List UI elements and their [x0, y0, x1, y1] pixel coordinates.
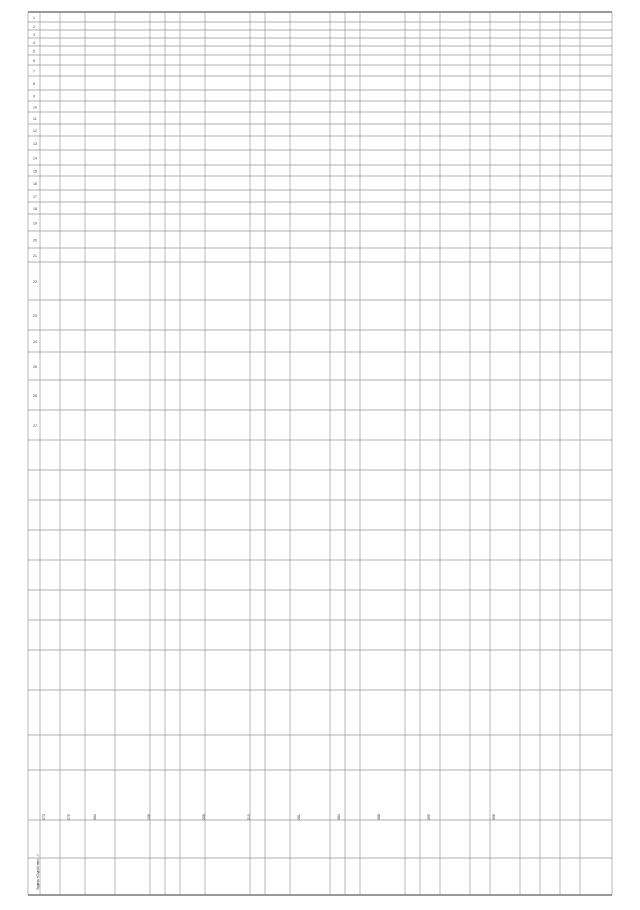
- column-header-number: 20: [33, 238, 37, 243]
- column-header-number: 11: [33, 117, 37, 121]
- column-header-number: 3: [33, 33, 35, 37]
- column-header-number: 5: [33, 49, 35, 54]
- column-header-number: 10: [33, 105, 37, 110]
- row-code: 388: [377, 814, 381, 820]
- column-header-number: 15: [33, 169, 37, 174]
- row-code: 281: [297, 814, 301, 820]
- column-header-number: 2: [33, 25, 35, 29]
- column-header-number: 22: [33, 280, 37, 284]
- column-header-number: 24: [33, 340, 37, 344]
- row-code: 084: [93, 814, 97, 820]
- column-header-number: 19: [33, 221, 37, 226]
- column-header-number: 9: [33, 94, 35, 99]
- row-code: 075: [67, 814, 71, 820]
- column-header-number: 25: [33, 365, 37, 369]
- row-code: 395: [427, 814, 431, 820]
- column-header-number: 23: [33, 314, 37, 318]
- row-code: 210: [247, 814, 251, 820]
- column-header-number: 26: [33, 394, 37, 398]
- column-header-number: 16: [33, 182, 37, 186]
- column-header-number: 13: [33, 142, 37, 146]
- row-code: 208: [202, 814, 206, 820]
- column-header-number: 1: [33, 16, 35, 20]
- row-code: 073: [42, 814, 46, 820]
- column-header-number: 27: [33, 424, 37, 428]
- column-header-number: 4: [33, 41, 35, 45]
- row-code: 384: [337, 814, 341, 820]
- column-header-number: 12: [33, 129, 37, 133]
- row-code: 398: [492, 814, 496, 820]
- column-header-number: 6: [33, 59, 35, 63]
- row-name: Задача «Содействие…»: [36, 853, 40, 890]
- row-code: 108: [147, 814, 151, 820]
- column-header-number: 14: [33, 156, 37, 161]
- column-header-number: 21: [33, 254, 37, 258]
- column-header-number: 7: [33, 69, 35, 74]
- column-header-number: 17: [33, 195, 37, 199]
- column-header-number: 8: [33, 82, 35, 86]
- column-header-number: 18: [33, 207, 37, 211]
